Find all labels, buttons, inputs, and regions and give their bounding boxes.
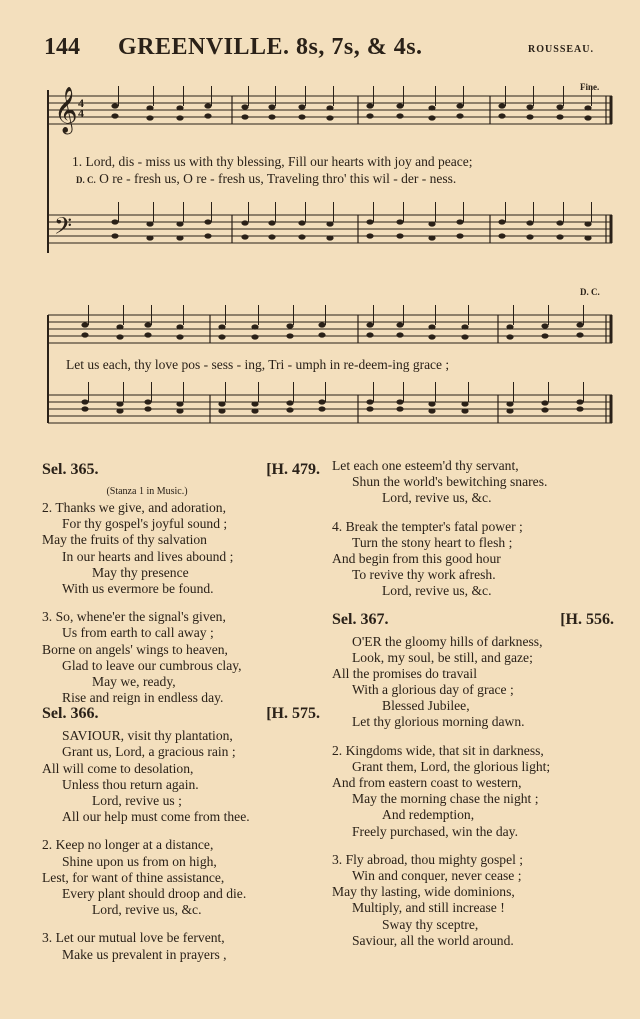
verse-line: Blessed Jubilee, [382,698,470,714]
note-head [176,401,183,406]
note-head [366,219,373,224]
page-number: 144 [44,34,80,60]
note-head [498,113,505,118]
verse-line: With a glorious day of grace ; [352,682,514,698]
lyrics-verse-1: 1. Lord, dis - miss us with thy blessing, Fill our hearts with joy and peace; [72,154,473,169]
note-head [498,103,505,108]
note-head [366,103,373,108]
verse-line: Saviour, all the world around. [352,932,514,948]
note-head [326,115,333,120]
verse-line: Sway thy sceptre, [382,916,479,932]
note-head [116,334,123,339]
verse-line: Lord, revive us, &c. [382,490,492,506]
note-head [541,323,548,328]
verse-line: 2. Thanks we give, and adoration, [42,500,226,515]
note-head [81,406,88,411]
note-head [176,221,183,226]
note-head [326,105,333,110]
meter: 8s, 7s, & 4s. [296,34,423,60]
note-head [576,406,583,411]
note-head [146,115,153,120]
note-head [176,408,183,413]
note-head [176,235,183,240]
verse-line: Us from earth to call away ; [62,625,214,641]
note-head [251,401,258,406]
lyrics-line-2: Let us each, thy love pos - sess - ing, Tri - umph in re-deem-ing grace ; [66,357,450,372]
note-head [218,401,225,406]
time-signature: 4 4 [78,96,84,120]
note-head [326,235,333,240]
verse-line: 3. Let our mutual love be fervent, [42,930,225,946]
note-head [241,104,248,109]
note-head [144,322,151,327]
note-head [456,233,463,238]
stanza-gap [42,825,320,837]
verse-line: Multiply, and still increase ! [352,900,505,916]
verse-line: 3. Fly abroad, thou mighty gospel ; [332,851,524,867]
note-head [241,220,248,225]
note-head [286,333,293,338]
verse-line: All the promises do travail [332,665,477,681]
note-head [241,234,248,239]
note-head [498,233,505,238]
verse-line: And begin from this good hour [332,550,501,566]
note-head [461,401,468,406]
verse-line: And from eastern coast to western, [332,775,522,790]
note-head [116,401,123,406]
note-head [584,115,591,120]
tune-name: GREENVILLE. [118,34,290,60]
note-head [366,332,373,337]
treble-clef-icon: 𝄞 [54,87,78,132]
note-head [428,235,435,240]
verse-line: All our help must come from thee. [62,809,250,825]
note-head [298,104,305,109]
verse-line: Glad to leave our cumbrous clay, [62,657,242,673]
note-head [506,401,513,406]
note-head [251,334,258,339]
note-head [576,332,583,337]
verse-line: May thy lasting, wide dominions, [332,884,515,900]
note-head [428,105,435,110]
note-head [456,103,463,108]
verse-line: Shine upon us from on high, [62,853,217,869]
verse-line: Unless thou return again. [62,776,199,792]
note-head [204,103,211,108]
note-head [298,114,305,119]
lyrics-dc: D. C. O re - fresh us, O re - fresh us, Traveling thro' this wil - der - ness. [76,171,457,186]
verse-line: Lest, for want of thine assistance, [42,869,225,885]
note-head [396,233,403,238]
note-head [81,399,88,404]
selection-heading [42,706,320,728]
stanza-gap [42,918,320,930]
note-head [218,408,225,413]
verse-line: 2. Keep no longer at a distance, [42,837,214,853]
note-head [111,113,118,118]
note-head [366,113,373,118]
verse-line: SAVIOUR, visit thy plantation, [62,728,233,744]
note-head [556,220,563,225]
verse-line: Win and conquer, never cease ; [352,867,522,883]
verse-line: May the morning chase the night ; [352,791,539,807]
note-head [111,103,118,108]
note-head [144,332,151,337]
page-header [44,34,604,66]
note-head [268,104,275,109]
hymn-reference: [H. 556. [560,610,614,628]
note-head [204,113,211,118]
verse-line: Look, my soul, be still, and gaze; [352,649,533,665]
note-head [396,113,403,118]
note-head [456,113,463,118]
verse-line: Freely purchased, win the day. [352,823,518,839]
note-head [144,399,151,404]
note-head [541,333,548,338]
verse-line: Make us prevalent in prayers , [62,946,227,962]
note-head [318,332,325,337]
verse-line: 2. Kingdoms wide, that sit in darkness, [332,742,544,758]
note-head [526,114,533,119]
hymn-title [118,34,423,61]
note-head [506,408,513,413]
note-head [428,334,435,339]
note-head [461,408,468,413]
fine-mark: Fine. [580,82,600,92]
verse-line: 3. So, whene'er the signal's given, [42,609,226,625]
note-head [366,233,373,238]
note-head [176,324,183,329]
verse-line: Every plant should droop and die. [62,885,247,901]
note-head [396,332,403,337]
verse-line: Rise and reign in endless day. [62,690,224,706]
selection-heading [42,462,320,484]
selection-number: Sel. 366. [42,705,99,723]
note-head [241,114,248,119]
selection-number: Sel. 365. [42,461,99,478]
note-head [526,104,533,109]
note-head [318,406,325,411]
verse-line: Let each one esteem'd thy servant, [332,458,519,473]
verse-line: In our hearts and lives abound ; [62,548,234,564]
stanza-gap [332,731,614,743]
note-head [218,324,225,329]
music-system-2 [40,285,622,445]
right-column [332,458,614,949]
note-head [268,114,275,119]
verse-line: May thy presence [92,564,189,580]
note-head [461,324,468,329]
note-head [584,105,591,110]
note-head [541,407,548,412]
verse-line: Lord, revive us ; [92,793,182,808]
note-head [298,220,305,225]
note-head [318,399,325,404]
note-head [456,219,463,224]
note-head [318,322,325,327]
note-head [268,234,275,239]
note-head [146,105,153,110]
verse-line: With us evermore be found. [62,580,214,596]
note-head [428,401,435,406]
verse-line: O'ER the gloomy hills of darkness, [352,633,543,649]
note-head [176,115,183,120]
stanza-gap [332,507,614,519]
note-head [204,233,211,238]
note-head [146,235,153,240]
stanza-note: (Stanza 1 in Music.) [106,486,188,497]
verse-line: Let thy glorious morning dawn. [352,714,525,730]
note-head [81,322,88,327]
note-head [268,220,275,225]
note-head [176,105,183,110]
note-head [116,408,123,413]
note-head [526,220,533,225]
note-head [576,399,583,404]
bass-clef-icon: 𝄢 [54,214,73,245]
note-head [396,103,403,108]
verse-line: Lord, revive us, &c. [92,902,202,918]
selection-heading [332,612,614,634]
note-head [396,399,403,404]
verse-line: Lord, revive us, &c. [382,583,492,599]
note-head [251,324,258,329]
selection-number: Sel. 367. [332,610,389,628]
note-head [556,234,563,239]
note-head [396,219,403,224]
note-head [428,324,435,329]
note-head [326,221,333,226]
note-head [146,221,153,226]
verse-line: Turn the stony heart to flesh ; [352,534,513,550]
verse-line: For thy gospel's joyful sound ; [62,516,228,532]
note-head [176,334,183,339]
note-head [218,334,225,339]
note-head [366,399,373,404]
dc-mark: D. C. [580,287,600,297]
note-head [204,219,211,224]
note-head [584,221,591,226]
verse-line: May the fruits of thy salvation [42,532,207,548]
note-head [498,219,505,224]
note-head [506,324,513,329]
note-head [428,408,435,413]
note-head [556,104,563,109]
note-head [576,322,583,327]
note-head [526,234,533,239]
stanza-gap [42,597,320,609]
music-system-1 [40,78,622,268]
note-head [396,406,403,411]
note-head [396,322,403,327]
verse-line: To revive thy work afresh. [352,567,496,583]
note-head [556,114,563,119]
note-head [541,400,548,405]
note-head [116,324,123,329]
note-head [506,334,513,339]
note-head [251,408,258,413]
note-head [298,234,305,239]
note-head [286,323,293,328]
hymn-reference: [H. 479. [266,461,320,478]
note-head [144,406,151,411]
hymn-reference: [H. 575. [266,705,320,723]
verse-line: And redemption, [382,807,475,823]
note-head [286,400,293,405]
verse-line: 4. Break the tempter's fatal power ; [332,518,523,534]
note-head [286,407,293,412]
verse-line: Grant us, Lord, a gracious rain ; [62,744,236,760]
note-head [461,334,468,339]
verse-line: Borne on angels' wings to heaven, [42,641,228,657]
verse-line: All will come to desolation, [42,760,194,776]
note-head [366,322,373,327]
note-head [81,332,88,337]
note-head [428,221,435,226]
note-head [584,235,591,240]
left-column [42,462,320,963]
verse-line: Grant them, Lord, the glorious light; [352,758,551,774]
stanza-gap [332,840,614,852]
composer: ROUSSEAU. [528,44,594,55]
note-head [428,115,435,120]
note-head [111,219,118,224]
note-head [366,406,373,411]
verse-line: Shun the world's bewitching snares. [352,474,548,490]
verse-line: May we, ready, [92,673,176,689]
note-head [111,233,118,238]
